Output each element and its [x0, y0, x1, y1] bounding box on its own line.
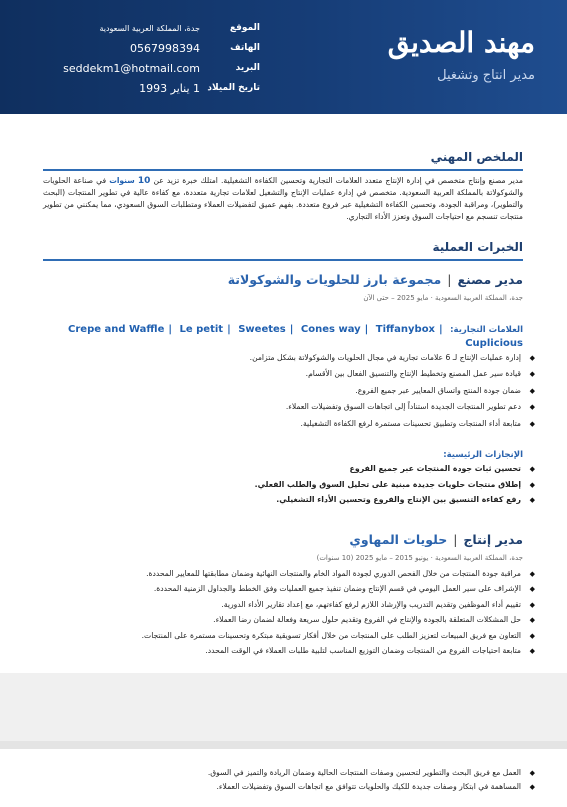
job1-responsibilities	[43, 352, 535, 434]
contact-email	[63, 60, 260, 80]
contact-value: 1 يناير 1993	[139, 82, 200, 95]
summary-text-start: مدير مصنع وإنتاج متخصص في إدارة الإنتاج متعدد العلامات التجارية وتحسين الكفاءة التشغيلية. امتلك خبرة تزيد عن	[153, 176, 523, 185]
experience-heading: الخبرات العملية	[43, 240, 523, 261]
summary-heading: الملخص المهني	[43, 150, 523, 171]
summary-years-number: 10	[137, 176, 151, 186]
job2-responsibilities	[43, 568, 535, 660]
list-item: ◆ متابعة احتياجات الفروع من المنتجات وضمان التوزيع المناسب لتلبية طلبات العملاء في الوقت المحدد.	[43, 645, 535, 660]
contact-label: تاريخ الميلاد	[207, 83, 260, 93]
job-meta: جدة، المملكة العربية السعودية · مايو 2025 – حتى الآن	[363, 294, 523, 302]
summary-text-end: في صناعة الحلويات والشوكولاتة بالمملكة العربية السعودية. متخصص في إدارة عمليات الإنتاج والتشغيل لعلامات تجارية متعددة، مع كفاءة عالية في تطوير المنتجات (البحث والتطوير)، ومراقبة الجودة، وتحسين الكفاءة التشغيلية عبر فروع متعددة. بفهم عميق لتفضيلات العملاء ومتطلبات السوق السعودي، مما يمكنني من تطوير منتجات تنسجم مع احتياجات السوق وتعزز الأداء التجاري.	[43, 176, 523, 221]
list-item: ◆ تقييم أداء الموظفين وتقديم التدريب والإرشاد اللازم لرفع كفاءتهم، مع إعداد تقارير الأداء الدورية.	[43, 599, 535, 614]
contact-birthdate	[100, 80, 260, 100]
brand-name: Crepe and Waffle	[68, 324, 165, 335]
summary-years-word: سنوات	[109, 176, 135, 185]
candidate-name: مهند الصديق	[387, 26, 535, 59]
list-item: ◆ إدارة عمليات الإنتاج لـ 6 علامات تجارية في مجال الحلويات والشوكولاتة بشكل متزامن.	[43, 352, 535, 368]
list-item: ◆ متابعة أداء المنتجات وتطبيق تحسينات مستمرة لرفع الكفاءة التشغيلية.	[43, 418, 535, 434]
brand-name: Cuplicious	[465, 338, 523, 349]
job1-achievements	[43, 463, 535, 510]
list-item: ◆ التعاون مع فريق المبيعات لتعزيز الطلب على المنتجات من خلال أفكار تسويقية مبتكرة وتحسينات مستمرة على المنتجات.	[43, 630, 535, 645]
contact-value: جدة، المملكة العربية السعودية	[99, 24, 200, 33]
achievements-heading: الإنجازات الرئيسية:	[443, 450, 523, 460]
job-role: مدير إنتاج	[463, 532, 523, 547]
job-title-line	[43, 532, 523, 547]
candidate-title: مدير انتاج وتشغيل	[437, 68, 535, 83]
list-item: ◆ ضمان جودة المنتج واتساق المعايير عبر جميع الفروع.	[43, 385, 535, 401]
contact-label: الهاتف	[230, 43, 260, 53]
list-item: ◆ إطلاق منتجات حلويات جديدة مبنية على تحليل السوق والطلب الفعلي.	[43, 479, 535, 495]
list-item: ◆ رفع كفاءة التنسيق بين الإنتاج والفروع وتحسين الأداء التشغيلي.	[43, 494, 535, 510]
contact-label: البريد	[235, 63, 260, 73]
job-separator: |	[453, 532, 458, 547]
contact-block	[63, 20, 260, 100]
brands-line: العلامات التجارية: Crepe and Waffle | Le petit | Sweetes | Cones way | Tiffanybox | Cuplicious	[68, 324, 523, 349]
contact-value: 0567998394	[130, 42, 200, 55]
brands-label: العلامات التجارية:	[450, 325, 523, 335]
resume-header	[0, 0, 567, 114]
list-item: ◆ قيادة سير عمل المصنع وتخطيط الإنتاج والتنسيق الفعال بين الأقسام.	[43, 368, 535, 384]
page-break-divider	[0, 741, 567, 749]
job-company: حلويات المهاوي	[349, 532, 448, 547]
contact-phone	[100, 40, 260, 60]
job-company: مجموعة بارز للحلويات والشوكولاتة	[227, 272, 442, 287]
contact-label: الموقع	[229, 23, 260, 33]
brand-name: Tiffanybox	[375, 324, 436, 335]
brand-name: Le petit	[179, 324, 224, 335]
job-meta: جدة، المملكة العربية السعودية · يونيو 2015 – مايو 2025 (10 سنوات)	[316, 554, 523, 562]
list-item: ◆ مراقبة جودة المنتجات من خلال الفحص الدوري لجودة المواد الخام والمنتجات النهائية وضمان مطابقتها للمعايير المحددة.	[43, 568, 535, 583]
list-item: ◆ تحسين ثبات جودة المنتجات عبر جميع الفروع	[43, 463, 535, 479]
list-item: ◆ دعم تطوير المنتجات الجديدة استناداً إلى اتجاهات السوق وتفضيلات العملاء.	[43, 401, 535, 417]
contact-location	[100, 20, 260, 40]
page-break	[0, 673, 567, 741]
summary-paragraph	[43, 175, 523, 223]
job-role: مدير مصنع	[457, 272, 523, 287]
list-item: ◆ الإشراف على سير العمل اليومي في قسم الإنتاج وضمان تنفيذ جميع العمليات وفق الخطط والجداول الزمنية المحددة.	[43, 583, 535, 598]
list-item: ◆ المساهمة في ابتكار وصفات جديدة للكيك والحلويات تتوافق مع اتجاهات السوق وتفضيلات العملاء.	[43, 781, 535, 795]
contact-value: seddekm1@hotmail.com	[63, 62, 200, 75]
job-separator: |	[447, 272, 452, 287]
job2-responsibilities-continued	[43, 767, 535, 794]
brand-name: Cones way	[300, 324, 361, 335]
list-item: ◆ حل المشكلات المتعلقة بالجودة والإنتاج في الفروع وتقديم حلول سريعة وفعالة لضمان رضا العملاء.	[43, 614, 535, 629]
job-title-line	[43, 272, 523, 287]
brand-name: Sweetes	[238, 324, 286, 335]
list-item: ◆ العمل مع فريق البحث والتطوير لتحسين وصفات المنتجات الحالية وضمان الريادة والتميز في السوق.	[43, 767, 535, 781]
